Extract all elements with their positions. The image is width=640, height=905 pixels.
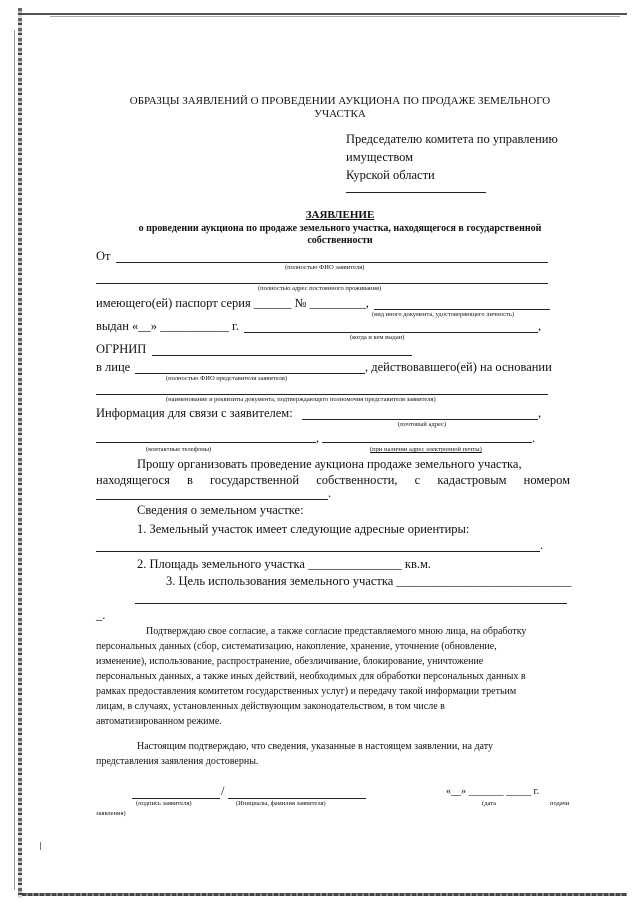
subheading: о проведении аукциона по продаже земельного участка, находящегося в государственной [138, 223, 542, 234]
subheading-cont: собственности [307, 235, 373, 246]
scan-border-bottom [22, 893, 627, 896]
addressee-line: Председателю комитета по управлению [346, 132, 558, 146]
applicant-address-field[interactable] [96, 283, 548, 284]
ogrnip-label: ОГРНИП [96, 342, 147, 356]
item-purpose: 3. Цель использования земельного участка ____________________________ [166, 574, 572, 588]
initials-field[interactable] [228, 798, 366, 799]
submission-date-field[interactable]: «__» _______ _____ г. [446, 786, 539, 797]
addressee-line: имуществом [346, 150, 414, 164]
issued-by-caption: (когда и кем выдан) [350, 334, 405, 341]
ogrnip-field[interactable] [152, 355, 412, 356]
consent-text: автоматизированном режиме. [96, 716, 222, 727]
landmarks-field[interactable] [96, 551, 540, 552]
scan-speck [40, 842, 41, 850]
from-label: От [96, 249, 111, 263]
consent-text: лицам, в случаях, установленных действующим законодательством, в том числе в [96, 701, 445, 712]
addressee-name-field[interactable] [346, 192, 486, 193]
other-doc-caption: (вид иного документа, удостоверяющего личность) [372, 311, 515, 318]
confirm-text: Настоящим подтверждаю, что сведения, указанные в настоящем заявлении, на дату [137, 741, 493, 752]
consent-text: Подтверждаю свое согласие, а также согласие представляемого мною лица, на обработку [146, 626, 527, 637]
acting-label: , действовавшего(ей) на основании [365, 360, 552, 374]
passport-label: имеющего(ей) паспорт серия ______ № _________, [96, 296, 369, 310]
scan-border-left-inner [14, 30, 15, 890]
application-caption: заявления) [96, 810, 126, 817]
representative-field[interactable] [135, 373, 365, 374]
applicant-fio-field[interactable] [116, 262, 548, 263]
cadastral-number-field[interactable] [96, 499, 328, 500]
confirm-text: представления заявления достоверны. [96, 756, 259, 767]
scan-border-top [22, 13, 627, 15]
request-text: Прошу организовать проведение аукциона продаже земельного участка, [137, 457, 522, 471]
other-doc-field[interactable] [374, 309, 550, 310]
authority-doc-field[interactable] [96, 394, 548, 395]
item-address-landmarks: 1. Земельный участок имеет следующие адресные ориентиры: [137, 522, 470, 536]
phones-caption: (контактные телефоны) [146, 446, 212, 453]
addressee-line: Курской области [346, 168, 435, 182]
signature-caption: (подпись заявителя) [136, 800, 192, 807]
doc-title: ОБРАЗЦЫ ЗАЯВЛЕНИЙ О ПРОВЕДЕНИИ АУКЦИОНА ПО ПРОДАЖЕ ЗЕМЕЛЬНОГО [129, 95, 551, 107]
issued-label: выдан «__» ___________ г. [96, 319, 239, 333]
postal-address-field[interactable] [302, 419, 538, 420]
initials-caption: (Инициалы, фамилия заявителя) [236, 800, 326, 807]
issued-by-field[interactable] [244, 332, 538, 333]
consent-text: персональных данных (сбор, систематизацию, накопление, хранение, уточнение (обновление, [96, 641, 497, 652]
purpose-field[interactable] [135, 603, 567, 604]
consent-text: изменение), использование, распространение, обезличивание, блокирование, уничтожение [96, 656, 484, 667]
address-caption: (полностью адрес постоянного проживания) [258, 285, 382, 292]
doc-title-cont: УЧАСТКА [314, 108, 366, 120]
postal-caption: (почтовый адрес) [398, 421, 447, 428]
item-area: 2. Площадь земельного участка _______________ кв.м. [137, 557, 432, 571]
email-caption: (при наличии адрес электронной почты) [370, 446, 482, 453]
date-caption: (дата [482, 800, 496, 807]
phones-field[interactable] [96, 442, 316, 443]
rep-fio-caption: (полностью ФИО представителя заявителя) [166, 375, 288, 382]
contact-label: Информация для связи с заявителем: [96, 406, 293, 420]
email-field[interactable] [322, 442, 532, 443]
consent-text: рамках предоставления комитетом государственных услуг) и передачу такой информации третьим [96, 686, 517, 697]
signature-field[interactable] [132, 798, 220, 799]
person-label: в лице [96, 360, 131, 374]
land-info-label: Сведения о земельном участке: [137, 503, 304, 517]
request-text-cont: находящегося в государственной собственности, с кадастровым номером [96, 473, 571, 487]
scan-border-left [18, 8, 22, 898]
scan-border-top-inner [50, 16, 620, 17]
consent-text: персональных данных, а также иных действий, необходимых для обработки персональных данных в [96, 671, 526, 682]
heading: ЗАЯВЛЕНИЕ [305, 209, 375, 221]
fio-caption: (полностью ФИО заявителя) [285, 264, 365, 271]
authority-doc-caption: (наименование и реквизиты документа, подтверждающего полномочия представителя заявителя) [166, 396, 436, 403]
submission-caption: подачи [550, 800, 570, 807]
